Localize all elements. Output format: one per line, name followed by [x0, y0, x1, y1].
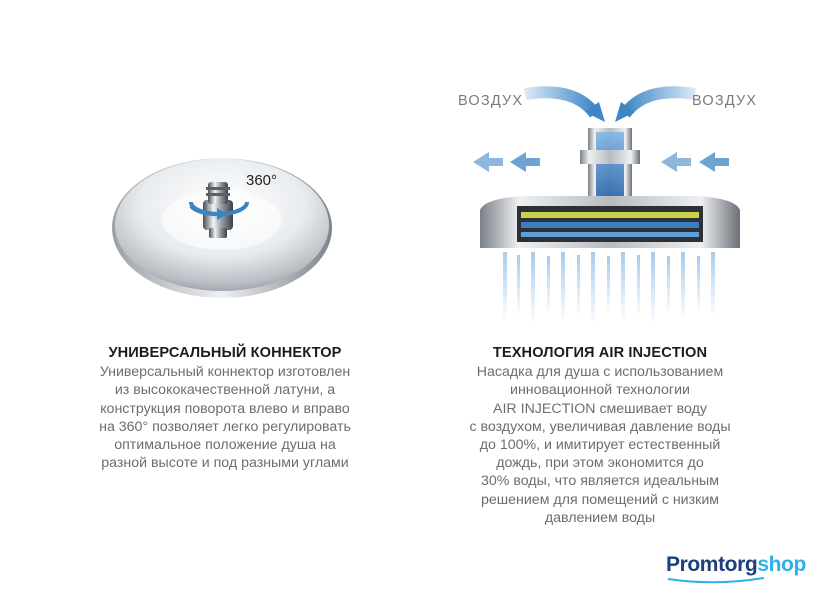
air-injection-description [440, 344, 760, 527]
logo-swoosh-icon [666, 576, 766, 586]
air-injection-illustration [455, 80, 765, 330]
air-injection-text-line: 30% воды, что является идеальным [481, 473, 719, 490]
shower-head-connector-image [105, 140, 340, 310]
air-label-left: ВОЗДУХ [458, 93, 524, 109]
air-injection-text-line: инновационной технологии [510, 382, 690, 399]
logo-text-secondary: shop [757, 553, 806, 576]
air-injection-text-line: дождь, при этом экономится до [496, 455, 704, 472]
connector-text-line: оптимальное положение душа на [114, 437, 336, 454]
air-injection-text-line: решением для помещений с низким [480, 491, 719, 508]
round-shower-head-illustration [105, 140, 340, 310]
connector-description [60, 344, 390, 472]
air-injection-text-line: давлением воды [544, 509, 656, 526]
air-injection-heading: ТЕХНОЛОГИЯ AIR INJECTION [492, 345, 708, 361]
air-label-right: ВОЗДУХ [692, 93, 758, 109]
connector-text-line: на 360° позволяет легко регулировать [99, 418, 351, 435]
connector-text-line: Универсальный коннектор изготовлен [99, 364, 351, 381]
air-injection-text-line: до 100%, и имитирует естественный [479, 437, 721, 454]
air-injection-text-line: AIR INJECTION смешивает воду [493, 400, 707, 417]
logo-text-primary: Promtorg [666, 553, 758, 576]
air-injection-text-line: с воздухом, увеличивая давление воды [469, 418, 731, 435]
air-injection-text-line: Насадка для душа с использованием [476, 364, 724, 381]
air-injection-image [455, 80, 765, 330]
connector-text-line: конструкция поворота влево и вправо [100, 400, 350, 417]
connector-text-line: из высококачественной латуни, а [114, 382, 336, 399]
promtorgshop-logo [666, 553, 806, 577]
connector-text-line: разной высоте и под разными углами [101, 455, 349, 472]
rotation-degree-label: 360° [246, 172, 278, 189]
connector-heading: УНИВЕРСАЛЬНЫЙ КОННЕКТОР [108, 345, 342, 361]
